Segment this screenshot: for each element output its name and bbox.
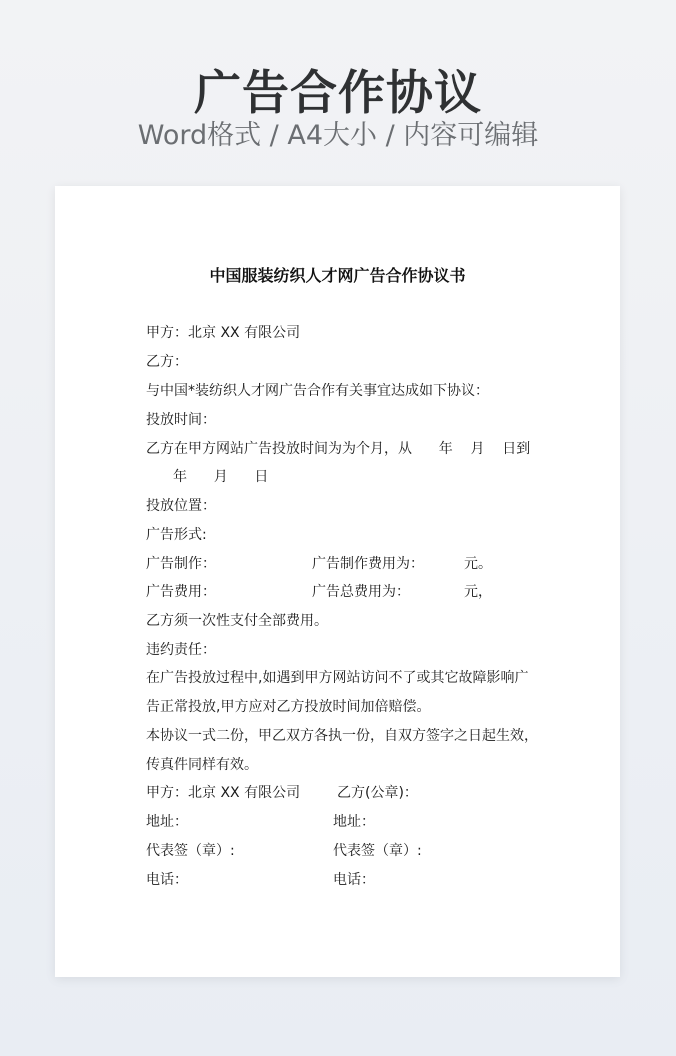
payment-line: 乙方须一次性支付全部费用。 — [146, 613, 328, 629]
address-b: 地址： — [333, 814, 375, 830]
signature-party-b: 乙方(公章)： — [337, 785, 418, 801]
copies-line-1: 本协议一式二份，甲乙双方各执一份，自双方签字之日起生效， — [146, 728, 538, 744]
breach-line-1: 在广告投放过程中,如遇到甲方网站访问不了或其它故障影响广 — [146, 670, 529, 686]
total-fee-unit: 元， — [464, 584, 492, 600]
representative-a: 代表签（章）: — [146, 843, 235, 859]
address-a: 地址： — [146, 814, 188, 830]
form-label: 广告形式: — [146, 527, 207, 543]
page-title: 广告合作协议 — [194, 66, 482, 121]
phone-a: 电话： — [146, 872, 188, 888]
breach-line-2: 告正常投放,甲方应对乙方投放时间加倍赔偿。 — [146, 699, 431, 715]
production-label: 广告制作： — [146, 556, 216, 572]
signature-party-a: 甲方：北京 XX 有限公司 — [146, 785, 301, 801]
total-fee-label: 广告总费用为： — [312, 584, 410, 600]
party-a-line: 甲方：北京 XX 有限公司 — [146, 325, 301, 341]
document-title: 中国服装纺织人才网广告合作协议书 — [209, 266, 466, 285]
phone-b: 电话： — [333, 872, 375, 888]
production-fee-label: 广告制作费用为： — [312, 556, 424, 572]
breach-label: 违约责任： — [146, 642, 216, 658]
party-b-line: 乙方： — [146, 354, 188, 370]
period-label: 投放时间： — [146, 412, 216, 428]
period-line-1: 乙方在甲方网站广告投放时间为为个月，从 年 月 日到 — [146, 441, 531, 457]
page-subtitle: Word格式 / A4大小 / 内容可编辑 — [137, 120, 539, 151]
fee-label: 广告费用： — [146, 584, 216, 600]
period-line-2: 年 月 日 — [173, 469, 269, 485]
production-fee-unit: 元。 — [464, 556, 492, 572]
representative-b: 代表签（章）: — [333, 843, 422, 859]
position-label: 投放位置： — [146, 498, 216, 514]
copies-line-2: 传真件同样有效。 — [146, 757, 258, 773]
intro-line: 与中国*装纺织人才网广告合作有关事宜达成如下协议： — [146, 383, 489, 399]
